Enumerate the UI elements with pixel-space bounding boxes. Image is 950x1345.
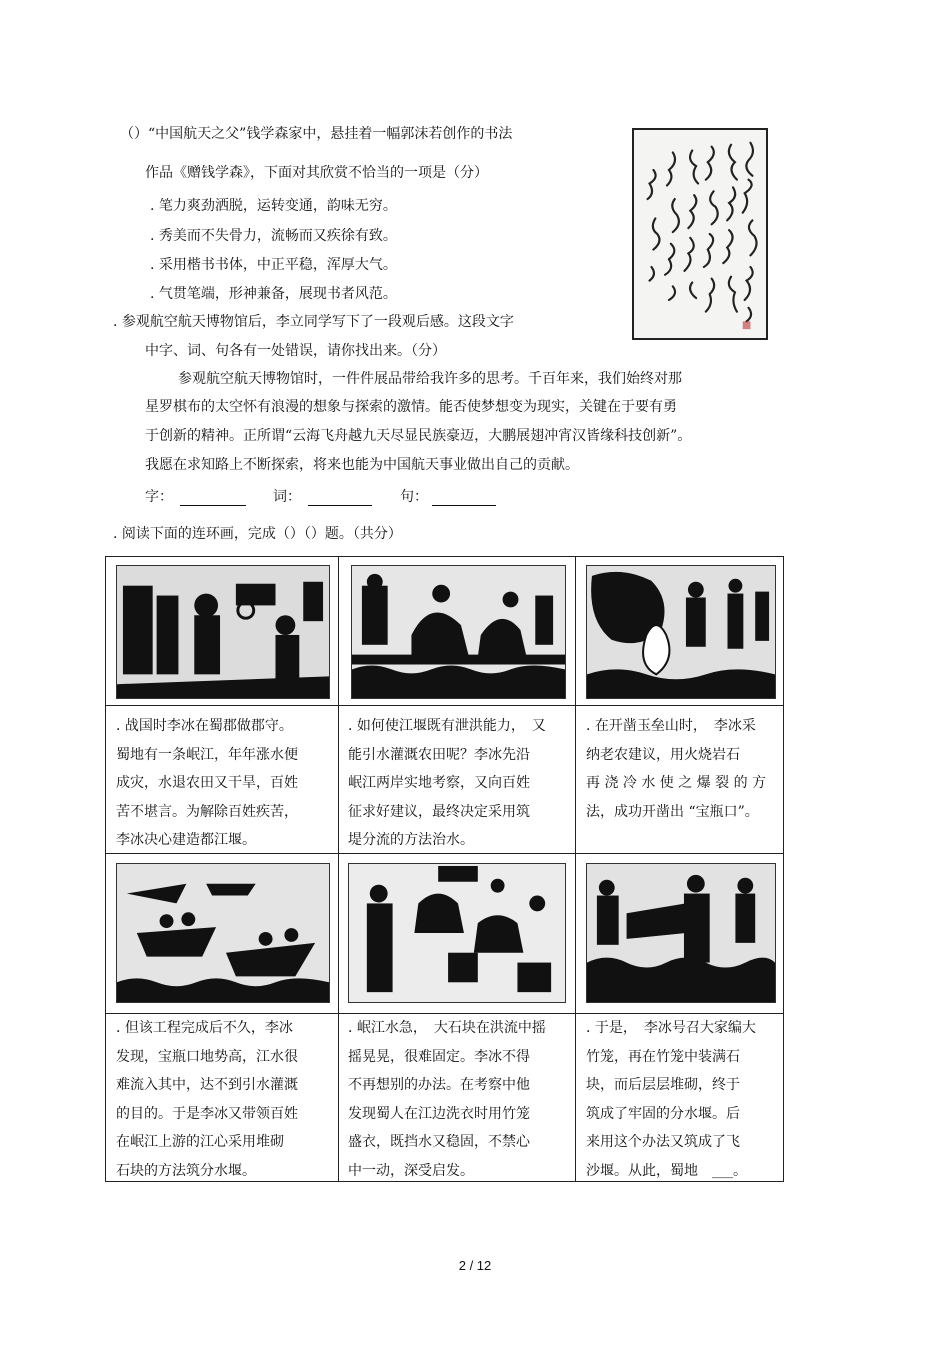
calligraphy-strokes — [634, 130, 766, 338]
q2-passage-line4: 我愿在求知路上不断探索，将来也能为中国航天事业做出自己的贡献。 — [145, 457, 579, 473]
answer-ci-blank[interactable] — [308, 505, 372, 506]
comic-panel-4-image — [116, 863, 330, 1003]
answer-ju-label: 句： — [400, 489, 428, 505]
q1-option-a: . 笔力爽劲洒脱，运转变通，韵味无穷。 — [150, 198, 397, 214]
q3-intro: . 阅读下面的连环画，完成（）（）题。（共分） — [113, 526, 402, 542]
q2-passage-line2: 星罗棋布的太空怀有浪漫的想象与探索的激情。能否使梦想变为现实，关键在于要有勇 — [145, 399, 677, 415]
q2-passage-line1: 参观航空航天博物馆时，一件件展品带给我许多的思考。千百年来，我们始终对那 — [178, 371, 682, 387]
answer-zi-label: 字： — [145, 489, 173, 505]
answer-ju-blank[interactable] — [432, 505, 496, 506]
answer-zi-blank[interactable] — [180, 505, 246, 506]
q1-line2: 作品《赠钱学森》，下面对其欣赏不恰当的一项是（分） — [145, 165, 488, 181]
q1-line1: （）“中国航天之父”钱学森家中，悬挂着一幅郭沫若创作的书法 — [120, 126, 513, 142]
q2-line1: . 参观航空航天博物馆后，李立同学写下了一段观后感。这段文字 — [113, 314, 514, 330]
comic-strip-table — [105, 556, 784, 1182]
q2-passage-line3: 于创新的精神。正所谓“云海飞舟越九天尽显民族豪迈，大鹏展翅冲宵汉皆缘科技创新”。 — [145, 428, 692, 444]
page-number: 2 / 12 — [458, 1258, 492, 1273]
comic-panel-3-caption: . 在开凿玉垒山时， 李冰采 纳老农建议，用火烧岩石 再 浇 冷 水 使 之 爆 裂 的 方 法，成功开凿出 “宝瓶口”。 — [586, 718, 767, 820]
q2-line2: 中字、词、句各有一处错误，请你找出来。（分） — [145, 343, 446, 359]
comic-panel-6-image — [586, 863, 776, 1003]
q1-option-d: . 气贯笔端，形神兼备，展现书者风范。 — [150, 286, 397, 302]
comic-panel-2-caption: . 如何使江堰既有泄洪能力， 又 能引水灌溉农田呢？李冰先沿 岷江两岸实地考察，又向百姓 征求好建议，最终决定采用筑 堤分流的方法治水。 — [348, 718, 546, 848]
comic-panel-6-caption: . 于是， 李冰号召大家编大 竹笼，再在竹笼中装满石 块，而后层层堆砌，终于 筑成了牢固的分水堰。后 来用这个办法又筑成了飞 沙堰。从此，蜀地 ___。 — [586, 1020, 756, 1179]
comic-panel-2-image — [351, 565, 566, 699]
comic-panel-4-caption: . 但该工程完成后不久，李冰 发现，宝瓶口地势高，江水很 难流入其中，达不到引水灌溉 的目的。于是李冰又带领百姓 在岷江上游的江心采用堆砌 石块的方法筑分水堰。 — [116, 1020, 298, 1179]
answer-ci-label: 词： — [273, 489, 301, 505]
comic-panel-1-image — [116, 565, 330, 699]
calligraphy-image — [632, 128, 768, 340]
comic-panel-5-caption: . 岷江水急， 大石块在洪流中摇 摇晃晃，很难固定。李冰不得 不再想别的办法。在考察中他 发现蜀人在江边洗衣时用竹笼 盛衣，既挡水又稳固，不禁心 中一动，深受启发。 — [348, 1020, 546, 1179]
q1-option-b: . 秀美而不失骨力，流畅而又疾徐有致。 — [150, 228, 397, 244]
comic-panel-1-caption: . 战国时李冰在蜀郡做郡守。 蜀地有一条岷江，年年涨水便 成灾，水退农田又干旱，百姓 苦不堪言。为解除百姓疾苦， 李冰决心建造都江堰。 — [116, 718, 298, 848]
comic-panel-5-image — [348, 863, 566, 1003]
comic-panel-3-image — [586, 565, 776, 699]
q1-option-c: . 采用楷书书体，中正平稳，浑厚大气。 — [150, 257, 397, 273]
